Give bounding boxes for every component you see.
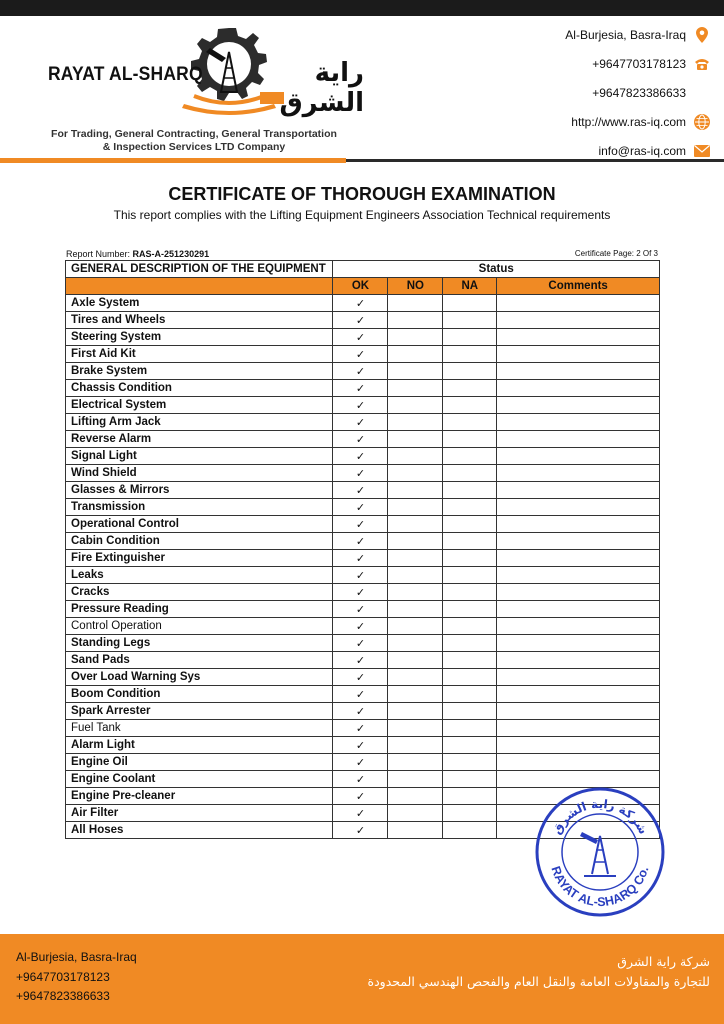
column-ok: OK [333,278,388,295]
table-row [66,516,660,533]
contact-phone-1-text[interactable]: +9647703178123 [592,56,686,71]
check-mark-icon: ✓ [355,705,366,718]
na-cell [443,397,497,414]
ok-cell [333,380,388,397]
report-number [66,249,209,259]
na-cell [443,686,497,703]
comments-cell [497,431,660,448]
no-cell [388,414,443,431]
ok-cell [333,499,388,516]
equipment-item-name: Standing Legs [66,635,333,652]
ok-cell [333,584,388,601]
company-stamp [534,786,666,918]
na-cell [443,584,497,601]
no-cell [388,431,443,448]
equipment-item-name: Spark Arrester [66,703,333,720]
table-row [66,720,660,737]
certificate-title: CERTIFICATE OF THOROUGH EXAMINATION [168,184,556,204]
check-mark-icon: ✓ [355,688,366,701]
table-row [66,363,660,380]
tagline-line-2: & Inspection Services LTD Company [102,141,286,153]
header-divider-dark [346,159,724,162]
comments-cell [497,346,660,363]
na-cell [443,346,497,363]
company-name-en: RAYAT AL-SHARQ [48,64,203,85]
check-mark-icon: ✓ [355,433,366,446]
check-mark-icon: ✓ [355,824,366,837]
ok-cell [333,448,388,465]
contact-phone-2 [490,78,710,107]
na-cell [443,295,497,312]
location-pin-icon [694,27,710,43]
table-row [66,703,660,720]
equipment-item-name: Boom Condition [66,686,333,703]
table-header-row [66,261,660,278]
table-row [66,754,660,771]
ok-cell [333,363,388,380]
no-cell [388,618,443,635]
equipment-item-name: Axle System [66,295,333,312]
ok-cell [333,516,388,533]
footer [0,934,724,1024]
comments-cell [497,312,660,329]
no-cell [388,516,443,533]
table-row [66,448,660,465]
ok-cell [333,567,388,584]
na-cell [443,601,497,618]
no-cell [388,448,443,465]
comments-cell [497,482,660,499]
na-cell [443,652,497,669]
contact-address [490,20,710,49]
contact-website [490,107,710,136]
no-cell [388,601,443,618]
equipment-item-name: Transmission [66,499,333,516]
table-row [66,329,660,346]
na-cell [443,805,497,822]
no-cell [388,788,443,805]
check-mark-icon: ✓ [355,637,366,650]
equipment-item-name: Fire Extinguisher [66,550,333,567]
table-row [66,652,660,669]
equipment-item-name: Glasses & Mirrors [66,482,333,499]
top-bar [0,0,724,16]
no-cell [388,397,443,414]
no-cell [388,771,443,788]
ok-cell [333,635,388,652]
status-header: Status [333,261,660,278]
check-mark-icon: ✓ [355,756,366,769]
na-cell [443,754,497,771]
table-row [66,499,660,516]
equipment-item-name: Engine Oil [66,754,333,771]
ok-cell [333,533,388,550]
na-cell [443,533,497,550]
comments-cell [497,329,660,346]
comments-cell [497,652,660,669]
ok-cell [333,414,388,431]
equipment-item-name: Engine Coolant [66,771,333,788]
ok-cell [333,601,388,618]
table-row [66,414,660,431]
contact-website-text[interactable]: http://www.ras-iq.com [571,114,686,129]
table-row [66,380,660,397]
stamp-text-en: RAYAT AL-SHARQ Co. [548,864,652,910]
na-cell [443,465,497,482]
comments-cell [497,295,660,312]
certificate-subtitle: This report complies with the Lifting Equipment Engineers Association Technical requirements [113,208,611,222]
comments-cell [497,363,660,380]
na-cell [443,788,497,805]
header-divider [0,158,724,163]
header-divider-orange [0,158,346,163]
na-cell [443,414,497,431]
ok-cell [333,652,388,669]
table-row [66,550,660,567]
check-mark-icon: ✓ [355,807,366,820]
no-cell [388,346,443,363]
phone-icon [694,56,710,72]
table-row [66,737,660,754]
svg-text:شركة راية الشرق [549,797,650,837]
na-cell [443,618,497,635]
table-row [66,686,660,703]
equipment-item-name: Lifting Arm Jack [66,414,333,431]
equipment-item-name: Electrical System [66,397,333,414]
check-mark-icon: ✓ [355,314,366,327]
check-mark-icon: ✓ [355,348,366,361]
equipment-item-name: Control Operation [66,618,333,635]
globe-icon [694,114,710,130]
comments-cell [497,533,660,550]
ok-cell [333,788,388,805]
check-mark-icon: ✓ [355,773,366,786]
comments-cell [497,618,660,635]
no-cell [388,499,443,516]
check-mark-icon: ✓ [355,484,366,497]
ok-cell [333,465,388,482]
no-cell [388,737,443,754]
check-mark-icon: ✓ [355,586,366,599]
equipment-item-name: Fuel Tank [66,720,333,737]
check-mark-icon: ✓ [355,518,366,531]
report-number-label: Report Number: [66,249,131,259]
check-mark-icon: ✓ [355,331,366,344]
check-mark-icon: ✓ [355,569,366,582]
no-cell [388,363,443,380]
equipment-item-name: Brake System [66,363,333,380]
ok-cell [333,805,388,822]
na-cell [443,448,497,465]
column-comments: Comments [497,278,660,295]
na-cell [443,516,497,533]
comments-cell [497,686,660,703]
equipment-item-name: Sand Pads [66,652,333,669]
table-row [66,771,660,788]
table-row [66,618,660,635]
ok-cell [333,295,388,312]
contact-phone-1 [490,49,710,78]
equipment-item-name: Chassis Condition [66,380,333,397]
na-cell [443,703,497,720]
no-cell [388,652,443,669]
no-cell [388,533,443,550]
check-mark-icon: ✓ [355,382,366,395]
na-cell [443,329,497,346]
na-cell [443,431,497,448]
table-row [66,431,660,448]
footer-ar-line-1: شركة راية الشرق [617,954,710,969]
company-tagline [44,128,344,154]
check-mark-icon: ✓ [355,620,366,633]
table-row [66,635,660,652]
ok-cell [333,771,388,788]
na-cell [443,380,497,397]
na-cell [443,312,497,329]
no-cell [388,482,443,499]
no-cell [388,312,443,329]
comments-cell [497,601,660,618]
ok-cell [333,822,388,839]
ok-cell [333,720,388,737]
no-cell [388,465,443,482]
check-mark-icon: ✓ [355,297,366,310]
check-mark-icon: ✓ [355,603,366,616]
ok-cell [333,550,388,567]
footer-ar-line-2: للتجارة والمقاولات العامة والنقل العام والفحص الهندسي المحدودة [367,974,710,989]
comments-cell [497,499,660,516]
column-na: NA [443,278,497,295]
stamp-text-ar: شركة راية الشرق [549,796,651,837]
comments-cell [497,737,660,754]
comments-cell [497,414,660,431]
equipment-item-name: Tires and Wheels [66,312,333,329]
ok-cell [333,669,388,686]
ok-cell [333,754,388,771]
no-cell [388,567,443,584]
table-row [66,295,660,312]
tagline-line-1: For Trading, General Contracting, General Transportation [51,128,337,140]
description-header: GENERAL DESCRIPTION OF THE EQUIPMENT [66,261,333,278]
check-mark-icon: ✓ [355,671,366,684]
no-cell [388,635,443,652]
table-row [66,567,660,584]
table-row [66,346,660,363]
no-cell [388,703,443,720]
na-cell [443,635,497,652]
table-row [66,669,660,686]
column-no: NO [388,278,443,295]
check-mark-icon: ✓ [355,722,366,735]
footer-phone-2[interactable]: +9647823386633 [16,989,110,1003]
no-cell [388,584,443,601]
footer-company-ar [368,952,710,992]
check-mark-icon: ✓ [355,467,366,480]
footer-contact [16,948,137,1007]
comments-cell [497,584,660,601]
equipment-item-name: Signal Light [66,448,333,465]
contact-email-text[interactable]: info@ras-iq.com [598,143,686,158]
no-cell [388,805,443,822]
na-cell [443,771,497,788]
comments-cell [497,703,660,720]
table-row [66,533,660,550]
ok-cell [333,329,388,346]
ok-cell [333,346,388,363]
equipment-rows [66,295,660,839]
table-row [66,312,660,329]
no-cell [388,550,443,567]
ok-cell [333,737,388,754]
equipment-item-name: Leaks [66,567,333,584]
ok-cell [333,482,388,499]
check-mark-icon: ✓ [355,365,366,378]
no-cell [388,754,443,771]
comments-cell [497,448,660,465]
comments-cell [497,669,660,686]
comments-cell [497,635,660,652]
comments-cell [497,754,660,771]
equipment-item-name: Cabin Condition [66,533,333,550]
phone-icon-blank [694,85,710,101]
blank-header-cell [66,278,333,295]
contact-address-text: Al-Burjesia, Basra-Iraq [565,27,686,42]
comments-cell [497,516,660,533]
equipment-item-name: Reverse Alarm [66,431,333,448]
na-cell [443,669,497,686]
na-cell [443,363,497,380]
equipment-item-name: Alarm Light [66,737,333,754]
table-row [66,584,660,601]
na-cell [443,482,497,499]
equipment-item-name: Pressure Reading [66,601,333,618]
check-mark-icon: ✓ [355,501,366,514]
ok-cell [333,686,388,703]
check-mark-icon: ✓ [355,552,366,565]
certificate-page: Certificate Page: 2 Of 3 [574,249,658,258]
equipment-status-table [65,260,660,839]
check-mark-icon: ✓ [355,535,366,548]
comments-cell [497,465,660,482]
equipment-item-name: Steering System [66,329,333,346]
table-row [66,482,660,499]
equipment-item-name: Air Filter [66,805,333,822]
check-mark-icon: ✓ [355,399,366,412]
na-cell [443,720,497,737]
comments-cell [497,567,660,584]
no-cell [388,669,443,686]
stamp-derrick-icon [580,832,616,876]
footer-address: Al-Burjesia, Basra-Iraq [16,950,137,964]
check-mark-icon: ✓ [355,790,366,803]
comments-cell [497,720,660,737]
footer-phone-1[interactable]: +9647703178123 [16,969,110,984]
equipment-item-name: Operational Control [66,516,333,533]
check-mark-icon: ✓ [355,739,366,752]
comments-cell [497,380,660,397]
equipment-item-name: First Aid Kit [66,346,333,363]
comments-cell [497,771,660,788]
table-row [66,601,660,618]
equipment-item-name: Cracks [66,584,333,601]
no-cell [388,295,443,312]
no-cell [388,686,443,703]
contact-info [490,20,710,165]
ok-cell [333,431,388,448]
no-cell [388,720,443,737]
na-cell [443,499,497,516]
comments-cell [497,397,660,414]
check-mark-icon: ✓ [355,416,366,429]
ok-cell [333,312,388,329]
na-cell [443,550,497,567]
letterhead [0,16,724,158]
table-row [66,465,660,482]
ok-cell [333,397,388,414]
table-row [66,397,660,414]
contact-phone-2-text[interactable]: +9647823386633 [592,85,686,100]
no-cell [388,329,443,346]
ok-cell [333,703,388,720]
comments-cell [497,550,660,567]
company-logo [44,22,364,160]
check-mark-icon: ✓ [355,654,366,667]
no-cell [388,380,443,397]
equipment-item-name: All Hoses [66,822,333,839]
column-header-row [66,278,660,295]
na-cell [443,567,497,584]
check-mark-icon: ✓ [355,450,366,463]
na-cell [443,737,497,754]
na-cell [443,822,497,839]
company-name-ar: راية الشرق [279,58,364,118]
ok-cell [333,618,388,635]
envelope-icon [694,143,710,159]
no-cell [388,822,443,839]
equipment-item-name: Engine Pre-cleaner [66,788,333,805]
equipment-item-name: Over Load Warning Sys [66,669,333,686]
report-number-value: RAS-A-251230291 [132,249,210,259]
equipment-item-name: Wind Shield [66,465,333,482]
